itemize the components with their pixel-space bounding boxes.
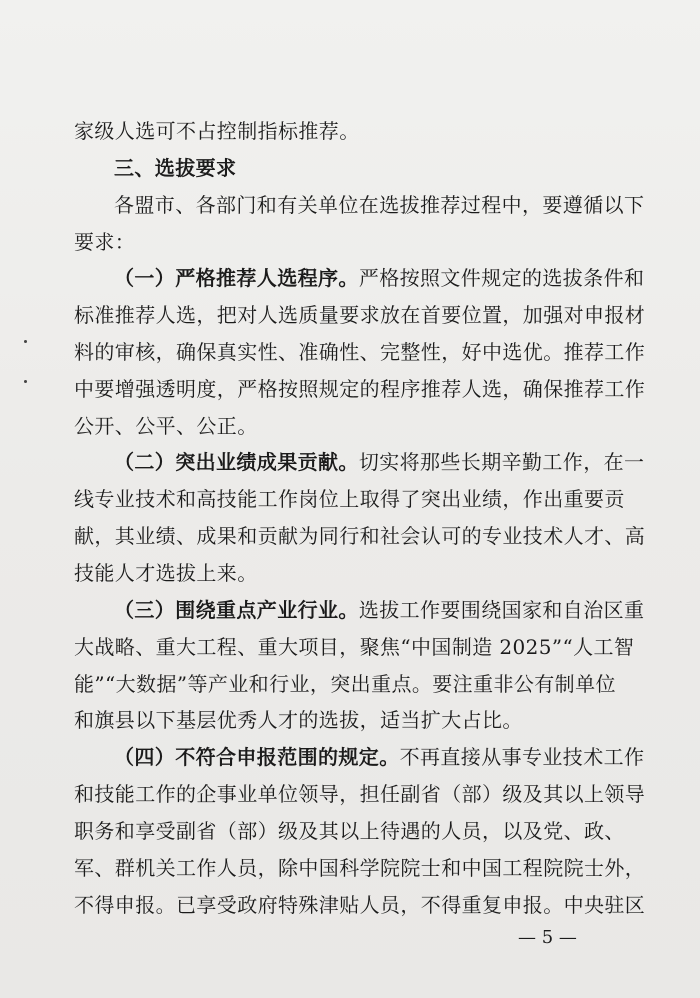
paragraph-line: 中要增强透明度，严格按照规定的程序推荐人选，确保推荐工作 — [74, 377, 646, 401]
paragraph-line: 和旗县以下基层优秀人才的选拔，适当扩大占比。 — [74, 708, 523, 732]
scan-speck — [24, 380, 27, 383]
paragraph-line — [114, 596, 645, 624]
subheading-rest: 选拔工作要围绕国家和自治区重 — [358, 598, 645, 622]
paragraph-line — [114, 743, 645, 771]
paragraph-line: 线专业技术和高技能工作岗位上取得了突出业绩，作出重要贡 — [74, 487, 625, 511]
subheading-rest: 严格按照文件规定的选拔条件和 — [358, 266, 645, 290]
paragraph-line: 料的审核，确保真实性、准确性、完整性，好中选优。推荐工作 — [74, 340, 646, 364]
paragraph-line: 要求： — [74, 230, 136, 254]
paragraph-line: 标准推荐人选，把对人选质量要求放在首要位置，加强对申报材 — [74, 303, 646, 327]
scan-speck — [24, 340, 27, 343]
text-line: 家级人选可不占控制指标推荐。 — [74, 119, 360, 143]
paragraph-line: 各盟市、各部门和有关单位在选拔推荐过程中，要遵循以下 — [114, 193, 645, 217]
paragraph-line: 军、群机关工作人员，除中国科学院院士和中国工程院院士外， — [74, 856, 646, 880]
paragraph-line: 公开、公平、公正。 — [74, 414, 258, 438]
paragraph-line — [114, 264, 645, 292]
paragraph-line: 职务和享受副省（部）级及其以上待遇的人员，以及党、政、 — [74, 819, 625, 843]
paragraph-line — [114, 448, 645, 476]
subheading-lead: （三）围绕重点产业行业。 — [114, 598, 359, 622]
section-heading: 三、选拔要求 — [114, 156, 237, 180]
paragraph-line: 和技能工作的企事业单位领导，担任副省（部）级及其以上领导 — [74, 782, 646, 806]
subheading-lead: （四）不符合申报范围的规定。 — [114, 745, 400, 769]
subheading-lead: （一）严格推荐人选程序。 — [114, 266, 359, 290]
subheading-lead: （二）突出业绩成果贡献。 — [114, 450, 359, 474]
paragraph-line: 献，其业绩、成果和贡献为同行和社会认可的专业技术人才、高 — [74, 524, 646, 548]
subheading-rest: 切实将那些长期辛勤工作，在一 — [358, 450, 645, 474]
subheading-rest: 不再直接从事专业技术工作 — [399, 745, 645, 769]
paragraph-line: 不得申报。已享受政府特殊津贴人员，不得重复申报。中央驻区 — [74, 893, 646, 917]
paragraph-line: 大战略、重大工程、重大项目，聚焦“中国制造 2025”“人工智 — [74, 635, 635, 659]
page-number: — 5 — — [518, 927, 577, 948]
paragraph-line: 能”“大数据”等产业和行业，突出重点。要注重非公有制单位 — [74, 672, 616, 696]
paragraph-line: 技能人才选拔上来。 — [74, 561, 258, 585]
